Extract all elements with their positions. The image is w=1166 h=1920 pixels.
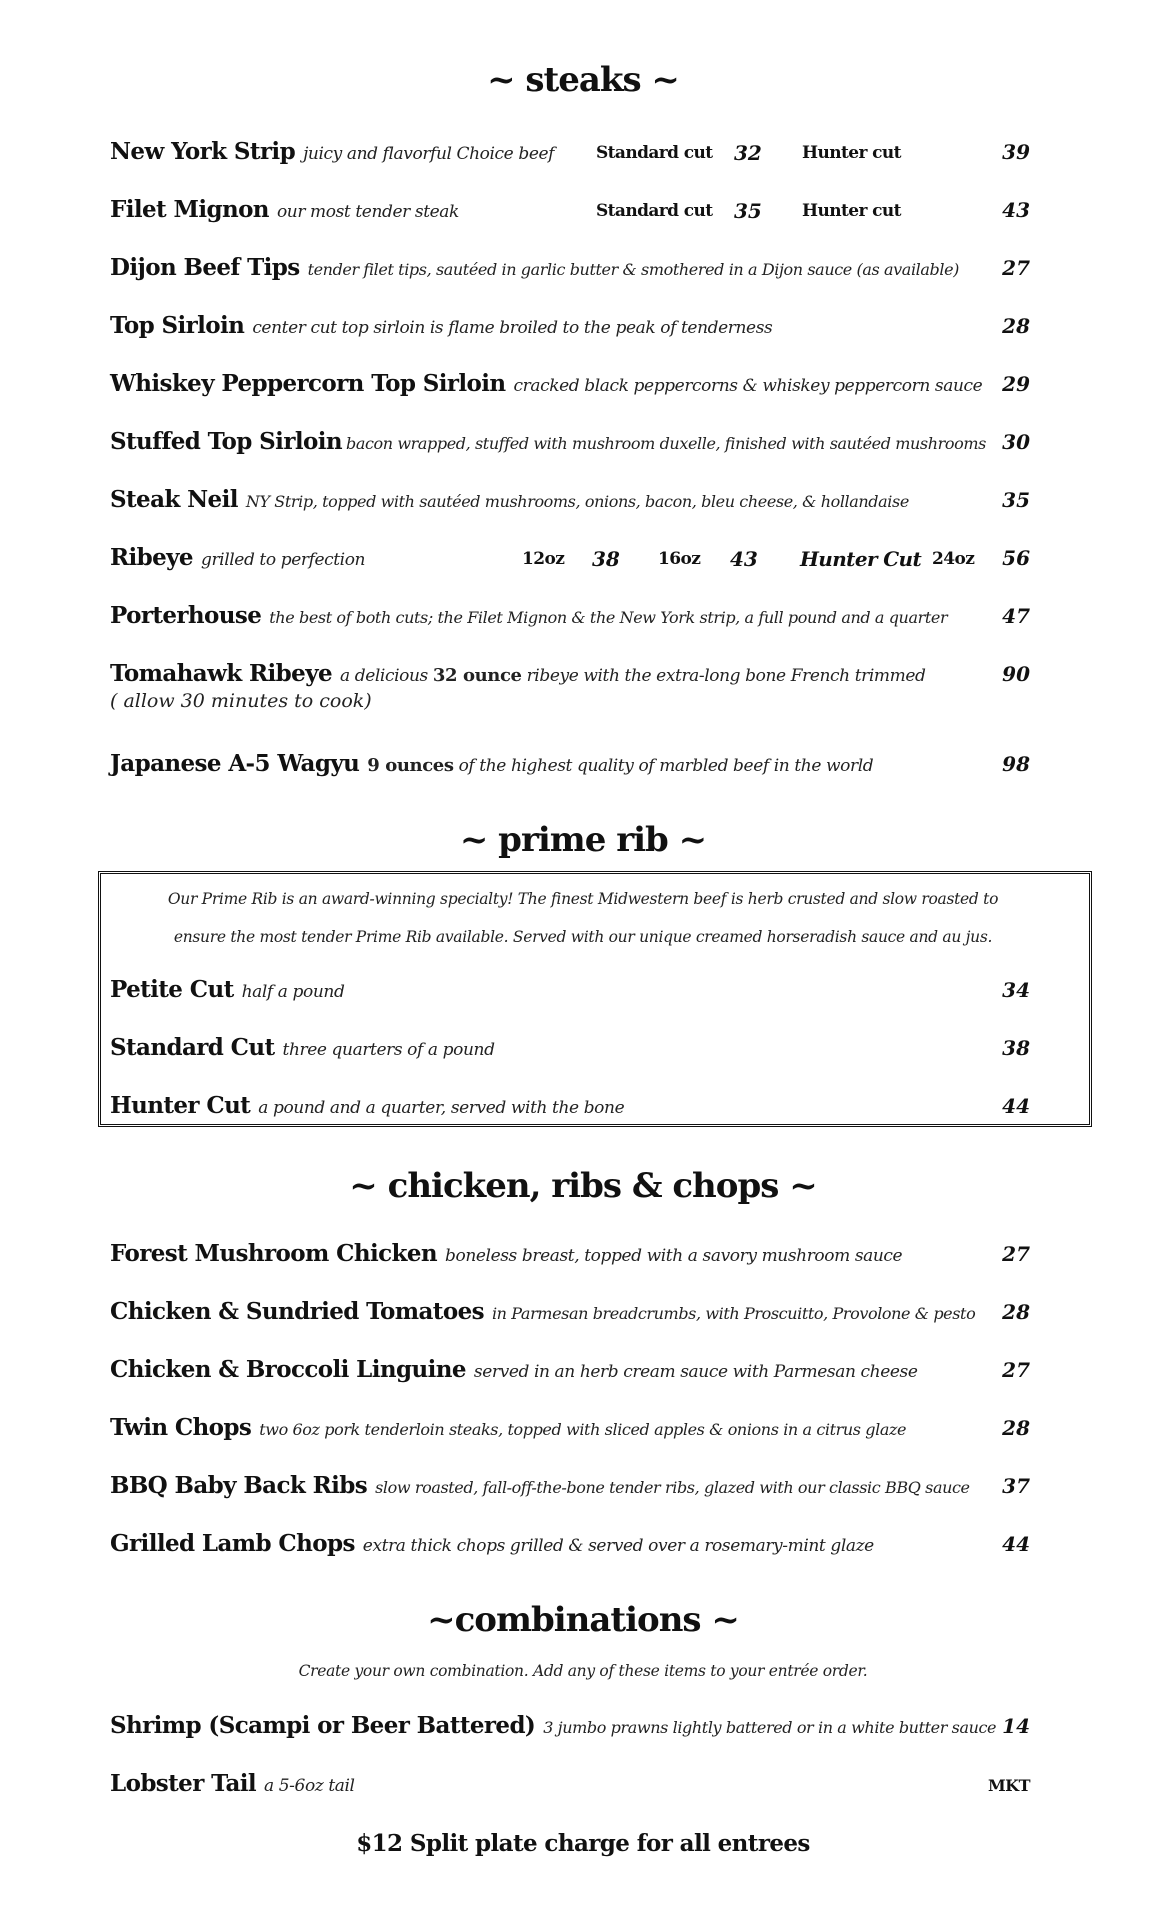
item-desc: in Parmesan breadcrumbs, with Proscuitto, Provolone & pesto (491, 1304, 976, 1323)
size-price: 43 (730, 547, 758, 571)
cut-label: Hunter cut (802, 143, 901, 163)
item-desc-highlight: 32 ounce (432, 665, 522, 686)
size-price: 38 (592, 547, 620, 571)
size-label: Hunter Cut (800, 547, 922, 571)
item-name: Chicken & Broccoli Linguine (110, 1356, 466, 1383)
item-name: Hunter Cut (110, 1092, 251, 1119)
item-name: Filet Mignon (110, 196, 269, 223)
item-price: 47 (1002, 604, 1030, 628)
item-name: Lobster Tail (110, 1770, 257, 1797)
item-desc: two 6oz pork tenderloin steaks, topped with sliced apples & onions in a citrus glaze (259, 1420, 907, 1439)
item-price: 90 (1002, 662, 1030, 686)
item-name: Top Sirloin (110, 312, 245, 339)
cut-label: Standard cut (596, 143, 713, 163)
item-desc: served in an herb cream sauce with Parmesan cheese (473, 1362, 918, 1382)
item-name: Ribeye (110, 544, 193, 571)
menu-item-ribeye (110, 544, 1030, 588)
cut-label: Standard cut (596, 201, 713, 221)
item-price: 27 (1002, 1358, 1030, 1382)
item-name: Forest Mushroom Chicken (110, 1240, 437, 1267)
menu-item-tomahawk-ribeye (110, 660, 1030, 730)
item-price: 27 (1002, 256, 1030, 280)
item-desc: half a pound (241, 982, 345, 1002)
item-price: 34 (1002, 978, 1030, 1002)
menu-item-whiskey-peppercorn-top-sirloin (110, 370, 1030, 414)
item-name: Petite Cut (110, 976, 234, 1003)
item-name: BBQ Baby Back Ribs (110, 1472, 368, 1499)
item-desc: center cut top sirloin is flame broiled to the peak of tenderness (252, 318, 773, 338)
item-price: 56 (1002, 546, 1030, 570)
item-desc: 3 jumbo prawns lightly battered or in a white butter sauce (543, 1718, 997, 1737)
item-name: New York Strip (110, 138, 296, 165)
item-desc: NY Strip, topped with sautéed mushrooms, onions, bacon, bleu cheese, & hollandaise (245, 492, 909, 511)
item-price: 29 (1002, 372, 1030, 396)
item-price: 35 (1002, 488, 1030, 512)
item-price: 28 (1002, 1300, 1030, 1324)
item-desc: three quarters of a pound (282, 1040, 495, 1060)
item-desc: slow roasted, fall-off-the-bone tender ribs, glazed with our classic BBQ sauce (375, 1478, 970, 1497)
item-desc: our most tender steak (276, 202, 459, 222)
item-desc: cracked black peppercorns & whiskey peppercorn sauce (513, 376, 983, 396)
item-desc: extra thick chops grilled & served over a rosemary-mint glaze (362, 1536, 874, 1556)
steaks-heading: ~ steaks ~ (487, 60, 679, 100)
item-desc: bacon wrapped, stuffed with mushroom duxelle, finished with sautéed mushrooms (345, 434, 986, 453)
item-price: 30 (1002, 430, 1030, 454)
item-price: 37 (1002, 1474, 1030, 1498)
item-name: Whiskey Peppercorn Top Sirloin (110, 370, 506, 397)
item-desc: of the highest quality of marbled beef in the world (458, 756, 874, 776)
item-name: Steak Neil (110, 486, 238, 513)
size-label: 16oz (658, 549, 701, 569)
prime-rib-intro: Our Prime Rib is an award-winning specialty! The finest Midwestern beef is herb crusted and slow roasted to (167, 890, 999, 908)
split-plate-charge-note: $12 Split plate charge for all entrees (356, 1830, 810, 1857)
item-name: Chicken & Sundried Tomatoes (110, 1298, 484, 1325)
item-desc-highlight: 9 ounces (367, 755, 454, 776)
combinations-intro: Create your own combination. Add any of these items to your entrée order. (298, 1662, 868, 1680)
item-name: Standard Cut (110, 1034, 275, 1061)
chicken-ribs-chops-heading: ~ chicken, ribs & chops ~ (349, 1166, 817, 1206)
item-desc: a pound and a quarter, served with the bone (258, 1098, 625, 1118)
size-label: 24oz (932, 549, 975, 569)
item-name: Twin Chops (110, 1414, 252, 1441)
menu-item-steak-neil (110, 486, 1030, 530)
menu-item-chicken-broccoli-linguine (110, 1356, 1030, 1400)
cut-price: 32 (734, 141, 762, 165)
item-name: Porterhouse (110, 602, 262, 629)
item-price: 98 (1002, 752, 1030, 776)
item-price: MKT (987, 1776, 1030, 1795)
item-price: 28 (1002, 1416, 1030, 1440)
prime-rib-intro: ensure the most tender Prime Rib available. Served with our unique creamed horseradish sauce and au jus. (173, 928, 993, 946)
menu-item-japanese-wagyu (110, 750, 1030, 794)
item-desc: a 5-6oz tail (264, 1776, 355, 1796)
menu-item-forest-mushroom-chicken (110, 1240, 1030, 1284)
menu-item-chicken-sundried-tomatoes (110, 1298, 1030, 1342)
menu-item-porterhouse (110, 602, 1030, 646)
item-desc: boneless breast, topped with a savory mushroom sauce (445, 1246, 903, 1266)
menu-item-hunter-cut (110, 1092, 1030, 1136)
item-price: 44 (1002, 1094, 1030, 1118)
menu-item-lobster-tail (110, 1770, 1030, 1814)
item-note: ( allow 30 minutes to cook) (110, 690, 372, 712)
item-price: 27 (1002, 1242, 1030, 1266)
item-name: Tomahawk Ribeye (110, 660, 332, 687)
menu-item-dijon-beef-tips (110, 254, 1030, 298)
item-desc: a delicious (340, 666, 428, 686)
item-name: Shrimp (Scampi or Beer Battered) (110, 1712, 536, 1739)
menu-item-petite-cut (110, 976, 1030, 1020)
item-name: Stuffed Top Sirloin (110, 428, 342, 455)
menu-item-twin-chops (110, 1414, 1030, 1458)
item-desc: tender filet tips, sautéed in garlic butter & smothered in a Dijon sauce (as available) (307, 260, 959, 279)
menu-item-stuffed-top-sirloin (110, 428, 1030, 472)
item-desc: the best of both cuts; the Filet Mignon & the New York strip, a full pound and a quarter (269, 608, 948, 627)
combinations-heading: ~combinations ~ (427, 1600, 739, 1640)
item-desc: grilled to perfection (200, 550, 366, 570)
menu-item-new-york-strip (110, 138, 1030, 182)
menu-item-shrimp (110, 1712, 1030, 1756)
menu-item-top-sirloin (110, 312, 1030, 356)
cut-label: Hunter cut (802, 201, 901, 221)
item-price: 28 (1002, 314, 1030, 338)
item-desc: juicy and flavorful Choice beef (303, 144, 555, 164)
menu-item-bbq-baby-back-ribs (110, 1472, 1030, 1516)
cut-price: 35 (734, 199, 762, 223)
prime-rib-heading: ~ prime rib ~ (459, 820, 707, 860)
item-price: 44 (1002, 1532, 1030, 1556)
item-name: Dijon Beef Tips (110, 254, 300, 281)
item-price: 39 (1002, 140, 1030, 164)
item-price: 14 (1002, 1714, 1030, 1738)
item-name: Japanese A-5 Wagyu (110, 750, 360, 777)
size-label: 12oz (522, 549, 565, 569)
item-desc: ribeye with the extra-long bone French trimmed (526, 666, 926, 686)
item-price: 38 (1002, 1036, 1030, 1060)
menu-item-standard-cut (110, 1034, 1030, 1078)
menu-item-grilled-lamb-chops (110, 1530, 1030, 1574)
item-price: 43 (1002, 198, 1030, 222)
menu-item-filet-mignon (110, 196, 1030, 240)
item-name: Grilled Lamb Chops (110, 1530, 355, 1557)
